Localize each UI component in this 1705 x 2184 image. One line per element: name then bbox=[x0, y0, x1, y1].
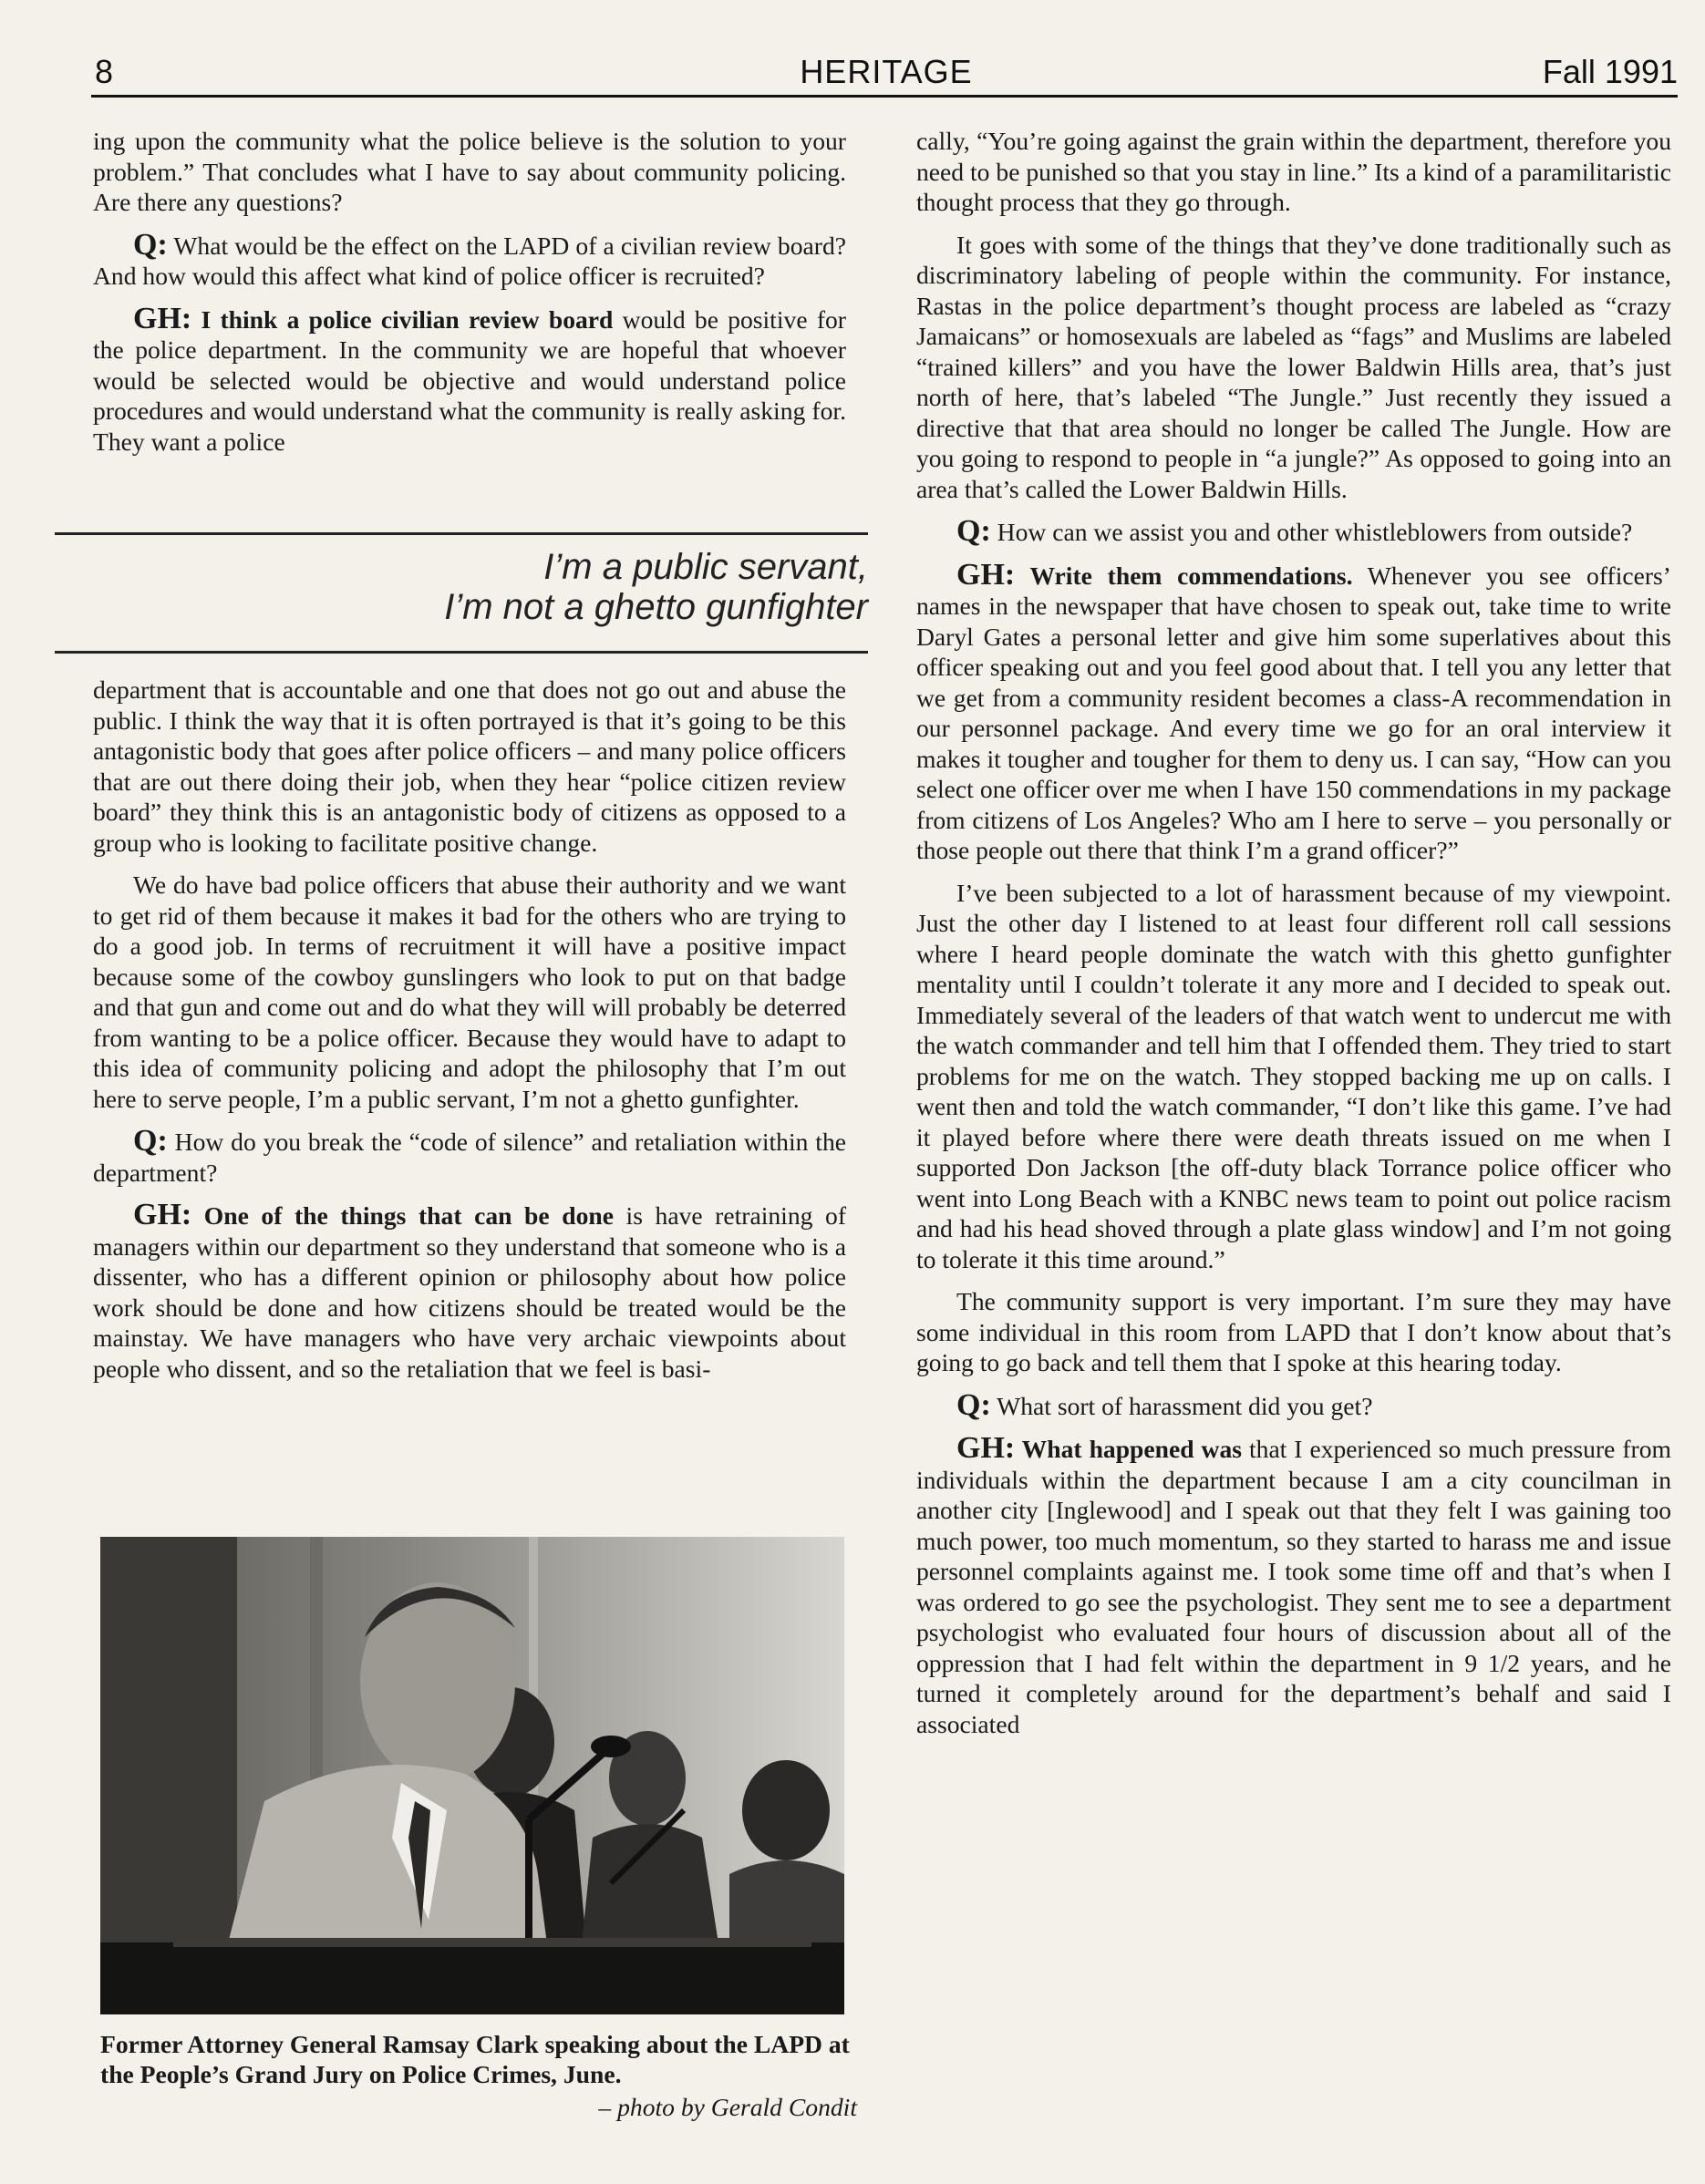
answer-label: GH: bbox=[133, 301, 192, 335]
question bbox=[916, 516, 1671, 548]
publication-title: HERITAGE bbox=[800, 53, 973, 90]
page-header bbox=[95, 53, 1678, 97]
pull-quote bbox=[55, 532, 868, 653]
question-label: Q: bbox=[956, 514, 991, 548]
photo-credit: – photo by Gerald Condit bbox=[598, 2093, 857, 2121]
answer-text: that I experienced so much pressure from individuals within the department because I am a city councilman in another city [Inglewood] and I speak out that they felt I was gaining too much power, too much momentum, so they started to harass me and issue personnel complaints against me. I took some time off and that’s when I was ordered to go see the psychologist. They sent me to see a department psychologist who evaluated four hours of discussion about all of the oppression that I had felt within the department in 9 1/2 years, and he turned it completely around for the department’s behalf and said I associated bbox=[916, 1435, 1671, 1738]
pull-quote-line: I’m a public servant, bbox=[543, 547, 868, 587]
paragraph: The community support is very important. I’m sure they may have some individual in this room from LAPD that I don’t know about that’s going to go back and tell them that I spoke at this hearing today. bbox=[916, 1287, 1671, 1376]
header-rule bbox=[91, 95, 1678, 98]
paragraph: department that is accountable and one that does not go out and abuse the public. I think the way that it is often portrayed is that it’s going to be this antagonistic body that goes after police officers – and many police officers that are out there doing their job, when they hear “police citizen review board” they think this is an antagonistic body of citizens as opposed to a group who is looking to facilitate positive change. bbox=[93, 675, 846, 857]
question-text: How do you break the “code of silence” and retaliation within the department? bbox=[93, 1128, 846, 1187]
left-column-bottom bbox=[93, 675, 846, 1396]
answer-lead: Write them commendations. bbox=[1015, 561, 1353, 590]
answer-label: GH: bbox=[956, 1431, 1016, 1465]
answer-text: would be positive for the police department. In the community we are hopeful that whoever would be selected would be objective and would understand police procedures and would understand what the community is really asking for. They want a police bbox=[93, 304, 846, 456]
question-text: What would be the effect on the LAPD of a civilian review board? And how would this affect what kind of police officer is recruited? bbox=[93, 231, 846, 290]
answer-lead: What happened was bbox=[1015, 1435, 1243, 1463]
question bbox=[93, 1126, 846, 1188]
question-label: Q: bbox=[133, 1124, 168, 1158]
left-column-top bbox=[93, 126, 846, 469]
answer-lead: I think a police civilian review board bbox=[191, 304, 614, 334]
answer-label: GH: bbox=[133, 1198, 192, 1231]
answer-text: Whenever you see officers’ names in the newspaper that have chosen to speak out, take time to write Daryl Gates a personal letter and give him some superlatives about this officer speaking out and you feel good about that. I tell you any letter that we get from a community resident becomes a class-A recommendation in our personnel package. And every time we go for an oral interview it makes it tougher and tougher for them to deny us. I can say, “How can you select one officer over me when I have 150 commendations in my package from citizens of Los Angeles? Who am I here to serve – you personally or those people out there that think I’m a grand officer?” bbox=[916, 561, 1671, 864]
question-text: How can we assist you and other whistleblowers from outside? bbox=[990, 518, 1633, 546]
question bbox=[93, 227, 846, 292]
news-photo bbox=[100, 1537, 844, 2014]
pull-quote-text bbox=[55, 547, 868, 627]
issue-date: Fall 1991 bbox=[1542, 53, 1678, 90]
answer-text: is have retraining of managers within our department so they understand that someone who is a dissenter, who has a different opinion or philosophy about how police work should be done and how citizens should be treated would be the mainstay. We have managers who have very archaic viewpoints about people who dissent, and so the retaliation that we feel is basi- bbox=[93, 1201, 847, 1383]
pull-quote-line: I’m not a ghetto gunfighter bbox=[444, 587, 868, 627]
answer bbox=[93, 301, 846, 458]
paragraph: I’ve been subjected to a lot of harassment because of my viewpoint. Just the other day I listened to at least four different roll call sessions where I heard people dominate the watch with this ghetto gunfighter mentality until I couldn’t tolerate it any more and I decided to speak out. Immediately several of the leaders of that watch went to undercut me with the watch commander and tell him that I offended them. They tried to start problems for me on the watch. They stopped backing me up on calls. I went then and told the watch commander, “I don’t like this game. I’ve had it played before where there were death threats issued on me when I supported Don Jackson [the off-duty black Torrance police officer who went into Long Beach with a KNBC news team to point out police racism and had his head shoved through a plate glass window] and I’m not going to tolerate it this time around.” bbox=[916, 878, 1671, 1273]
answer bbox=[916, 557, 1671, 866]
photo-caption: Former Attorney General Ramsay Clark speaking about the LAPD at the People’s Grand Jury on Police Crimes, June. bbox=[100, 2030, 850, 2088]
answer bbox=[916, 1433, 1671, 1739]
page-number: 8 bbox=[95, 53, 114, 90]
pull-quote-rule-top bbox=[55, 532, 868, 535]
photo-illustration bbox=[100, 1537, 844, 2014]
question bbox=[916, 1387, 1671, 1422]
question-label: Q: bbox=[133, 227, 168, 262]
pull-quote-rule-bottom bbox=[55, 651, 868, 654]
paragraph: ing upon the community what the police believe is the solution to your problem.” That concludes what I have to say about community policing. Are there any questions? bbox=[93, 127, 846, 216]
answer bbox=[93, 1200, 846, 1384]
right-column bbox=[916, 126, 1671, 1751]
paragraph: It goes with some of the things that they’ve done traditionally such as discriminatory labeling of people within the community. For instance, Rastas in the police department’s thought process are labeled as “crazy Jamaicans” or homosexuals are labeled as “fags” and Muslims are labeled “trained killers” and you have the lower Baldwin Hills area, that’s just north of here, that’s labeled “The Jungle.” Just recently they issued a directive that that area should no longer be called The Jungle. How are you going to respond to people in “a jungle?” As opposed to going into an area that’s called the Lower Baldwin Hills. bbox=[916, 230, 1671, 503]
paragraph: We do have bad police officers that abuse their authority and we want to get rid of them because it makes it bad for the others who are trying to do a good job. In terms of recruitment it will have a positive impact because some of the cowboy gunslingers who look to put on that badge and that gun and come out and do what they will will probably be deterred from wanting to be a police officer. Because they would have to adapt to this idea of community policing and adopt the philosophy that I’m out here to serve people, I’m a public servant, I’m not a ghetto gunfighter. bbox=[93, 871, 846, 1113]
question-text: What sort of harassment did you get? bbox=[990, 1391, 1373, 1420]
paragraph: cally, “You’re going against the grain within the department, therefore you need to be punished so that you stay in line.” Its a kind of a paramilitaristic thought process that they go through. bbox=[916, 127, 1671, 216]
answer-lead: One of the things that can be done bbox=[191, 1201, 614, 1230]
question-label: Q: bbox=[956, 1387, 991, 1422]
answer-label: GH: bbox=[956, 557, 1016, 592]
